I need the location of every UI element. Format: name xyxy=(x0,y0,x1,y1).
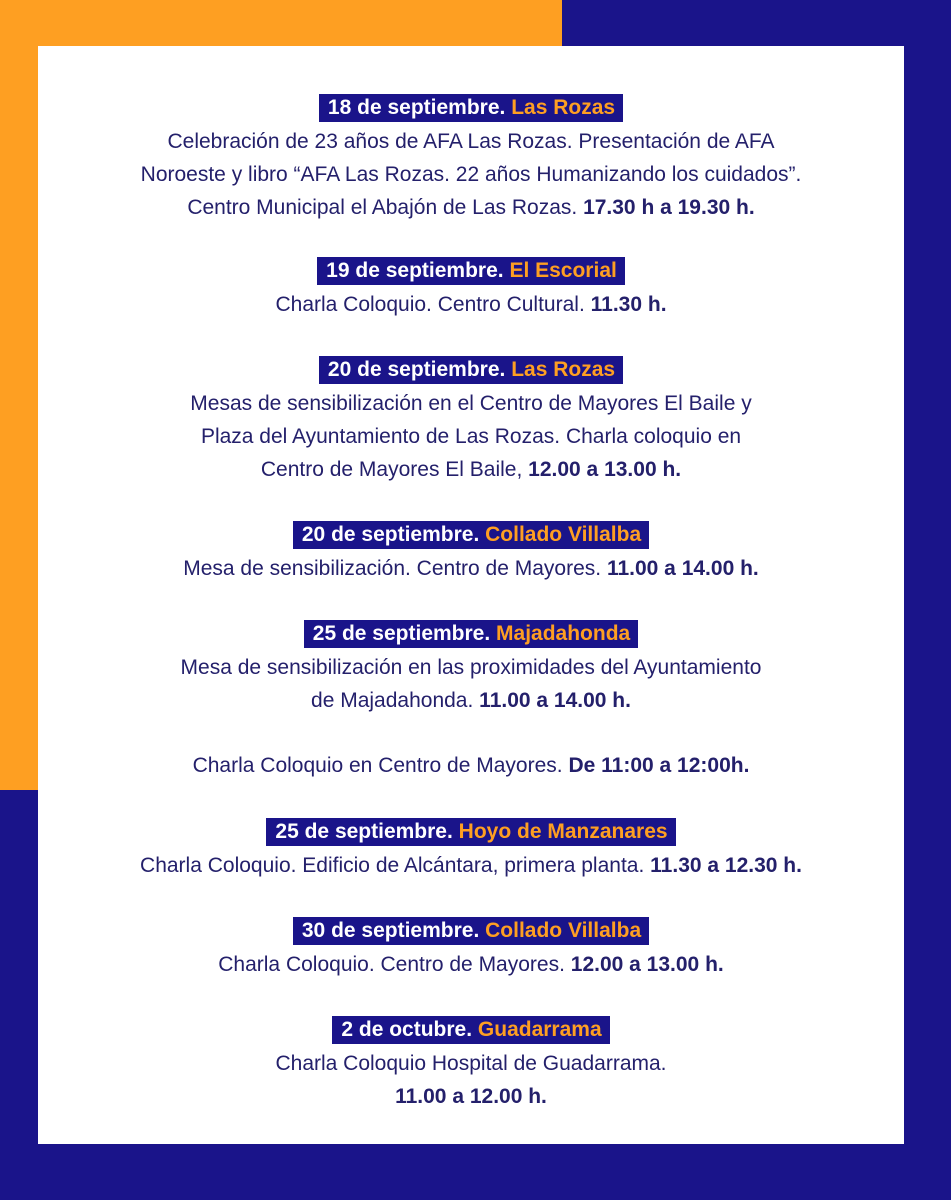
description-line: Centro de Mayores El Baile, xyxy=(260,458,523,481)
event-time: 11.00 a 14.00 h. xyxy=(479,689,631,712)
description-line: Charla Coloquio. Centro de Mayores. xyxy=(218,953,565,976)
event-description xyxy=(38,288,904,321)
event-heading xyxy=(319,94,623,122)
event-time: 11.30 a 12.30 h. xyxy=(650,854,802,877)
event-place: Majadahonda xyxy=(496,622,631,645)
event-item xyxy=(38,1016,904,1113)
event-heading xyxy=(293,521,649,549)
description-line: Celebración de 23 años de AFA Las Rozas. Presentación de AFA xyxy=(167,130,775,153)
description-line: Noroeste y libro “AFA Las Rozas. 22 años Humanizando los cuidados”. xyxy=(140,163,802,186)
event-time: 12.00 a 13.00 h. xyxy=(528,458,682,481)
spacer xyxy=(38,717,904,749)
schedule-card xyxy=(38,46,904,1144)
event-description xyxy=(38,125,904,224)
description-line: Mesa de sensibilización. Centro de Mayores. xyxy=(183,557,602,580)
event-heading xyxy=(317,257,625,285)
event-date: 19 de septiembre. xyxy=(326,259,504,282)
event-time: 17.30 h a 19.30 h. xyxy=(583,196,755,219)
event-place: Collado Villalba xyxy=(485,919,642,942)
event-place: Guadarrama xyxy=(477,1018,602,1041)
event-item xyxy=(38,818,904,882)
event-item xyxy=(38,356,904,486)
event-place: Collado Villalba xyxy=(485,523,642,546)
event-heading xyxy=(293,917,649,945)
event-item xyxy=(38,620,904,782)
event-date: 20 de septiembre. xyxy=(301,523,480,546)
description-line: Charla Coloquio Hospital de Guadarrama. xyxy=(275,1052,667,1075)
description-line: de Majadahonda. xyxy=(311,689,474,712)
event-description xyxy=(38,849,904,882)
event-date: 25 de septiembre. xyxy=(312,622,491,645)
event-date: 2 de octubre. xyxy=(341,1018,473,1041)
event-place: El Escorial xyxy=(509,259,617,282)
description-line: Plaza del Ayuntamiento de Las Rozas. Charla coloquio en xyxy=(200,425,742,448)
event-description xyxy=(38,651,904,782)
event-place: Hoyo de Manzanares xyxy=(458,820,668,843)
event-description xyxy=(38,387,904,486)
event-time: 11.00 a 12.00 h. xyxy=(395,1085,547,1108)
event-heading xyxy=(332,1016,609,1044)
event-heading xyxy=(304,620,638,648)
description-line: Centro Municipal el Abajón de Las Rozas. xyxy=(187,196,578,219)
event-time: 11.30 h. xyxy=(590,293,667,316)
event-date: 30 de septiembre. xyxy=(301,919,480,942)
description-line: Charla Coloquio. Centro Cultural. xyxy=(275,293,585,316)
event-item xyxy=(38,257,904,321)
event-description xyxy=(38,948,904,981)
event-heading xyxy=(319,356,623,384)
event-date: 18 de septiembre. xyxy=(327,96,506,119)
description-line: Mesa de sensibilización en las proximidades del Ayuntamiento xyxy=(180,656,762,679)
event-date: 25 de septiembre. xyxy=(275,820,453,843)
description-line: Mesas de sensibilización en el Centro de Mayores El Baile y xyxy=(190,392,752,415)
extra-time: De 11:00 a 12:00h. xyxy=(568,754,750,777)
event-time: 12.00 a 13.00 h. xyxy=(570,953,724,976)
event-description xyxy=(38,552,904,585)
event-place: Las Rozas xyxy=(511,96,616,119)
description-line: Charla Coloquio. Edificio de Alcántara, primera planta. xyxy=(140,854,645,877)
extra-description: Charla Coloquio en Centro de Mayores. xyxy=(192,754,563,777)
event-heading xyxy=(266,818,675,846)
event-time: 11.00 a 14.00 h. xyxy=(606,557,759,580)
event-description xyxy=(38,1047,904,1113)
event-item xyxy=(38,917,904,981)
event-item xyxy=(38,94,904,224)
event-item xyxy=(38,521,904,585)
event-place: Las Rozas xyxy=(511,358,616,381)
event-date: 20 de septiembre. xyxy=(327,358,506,381)
